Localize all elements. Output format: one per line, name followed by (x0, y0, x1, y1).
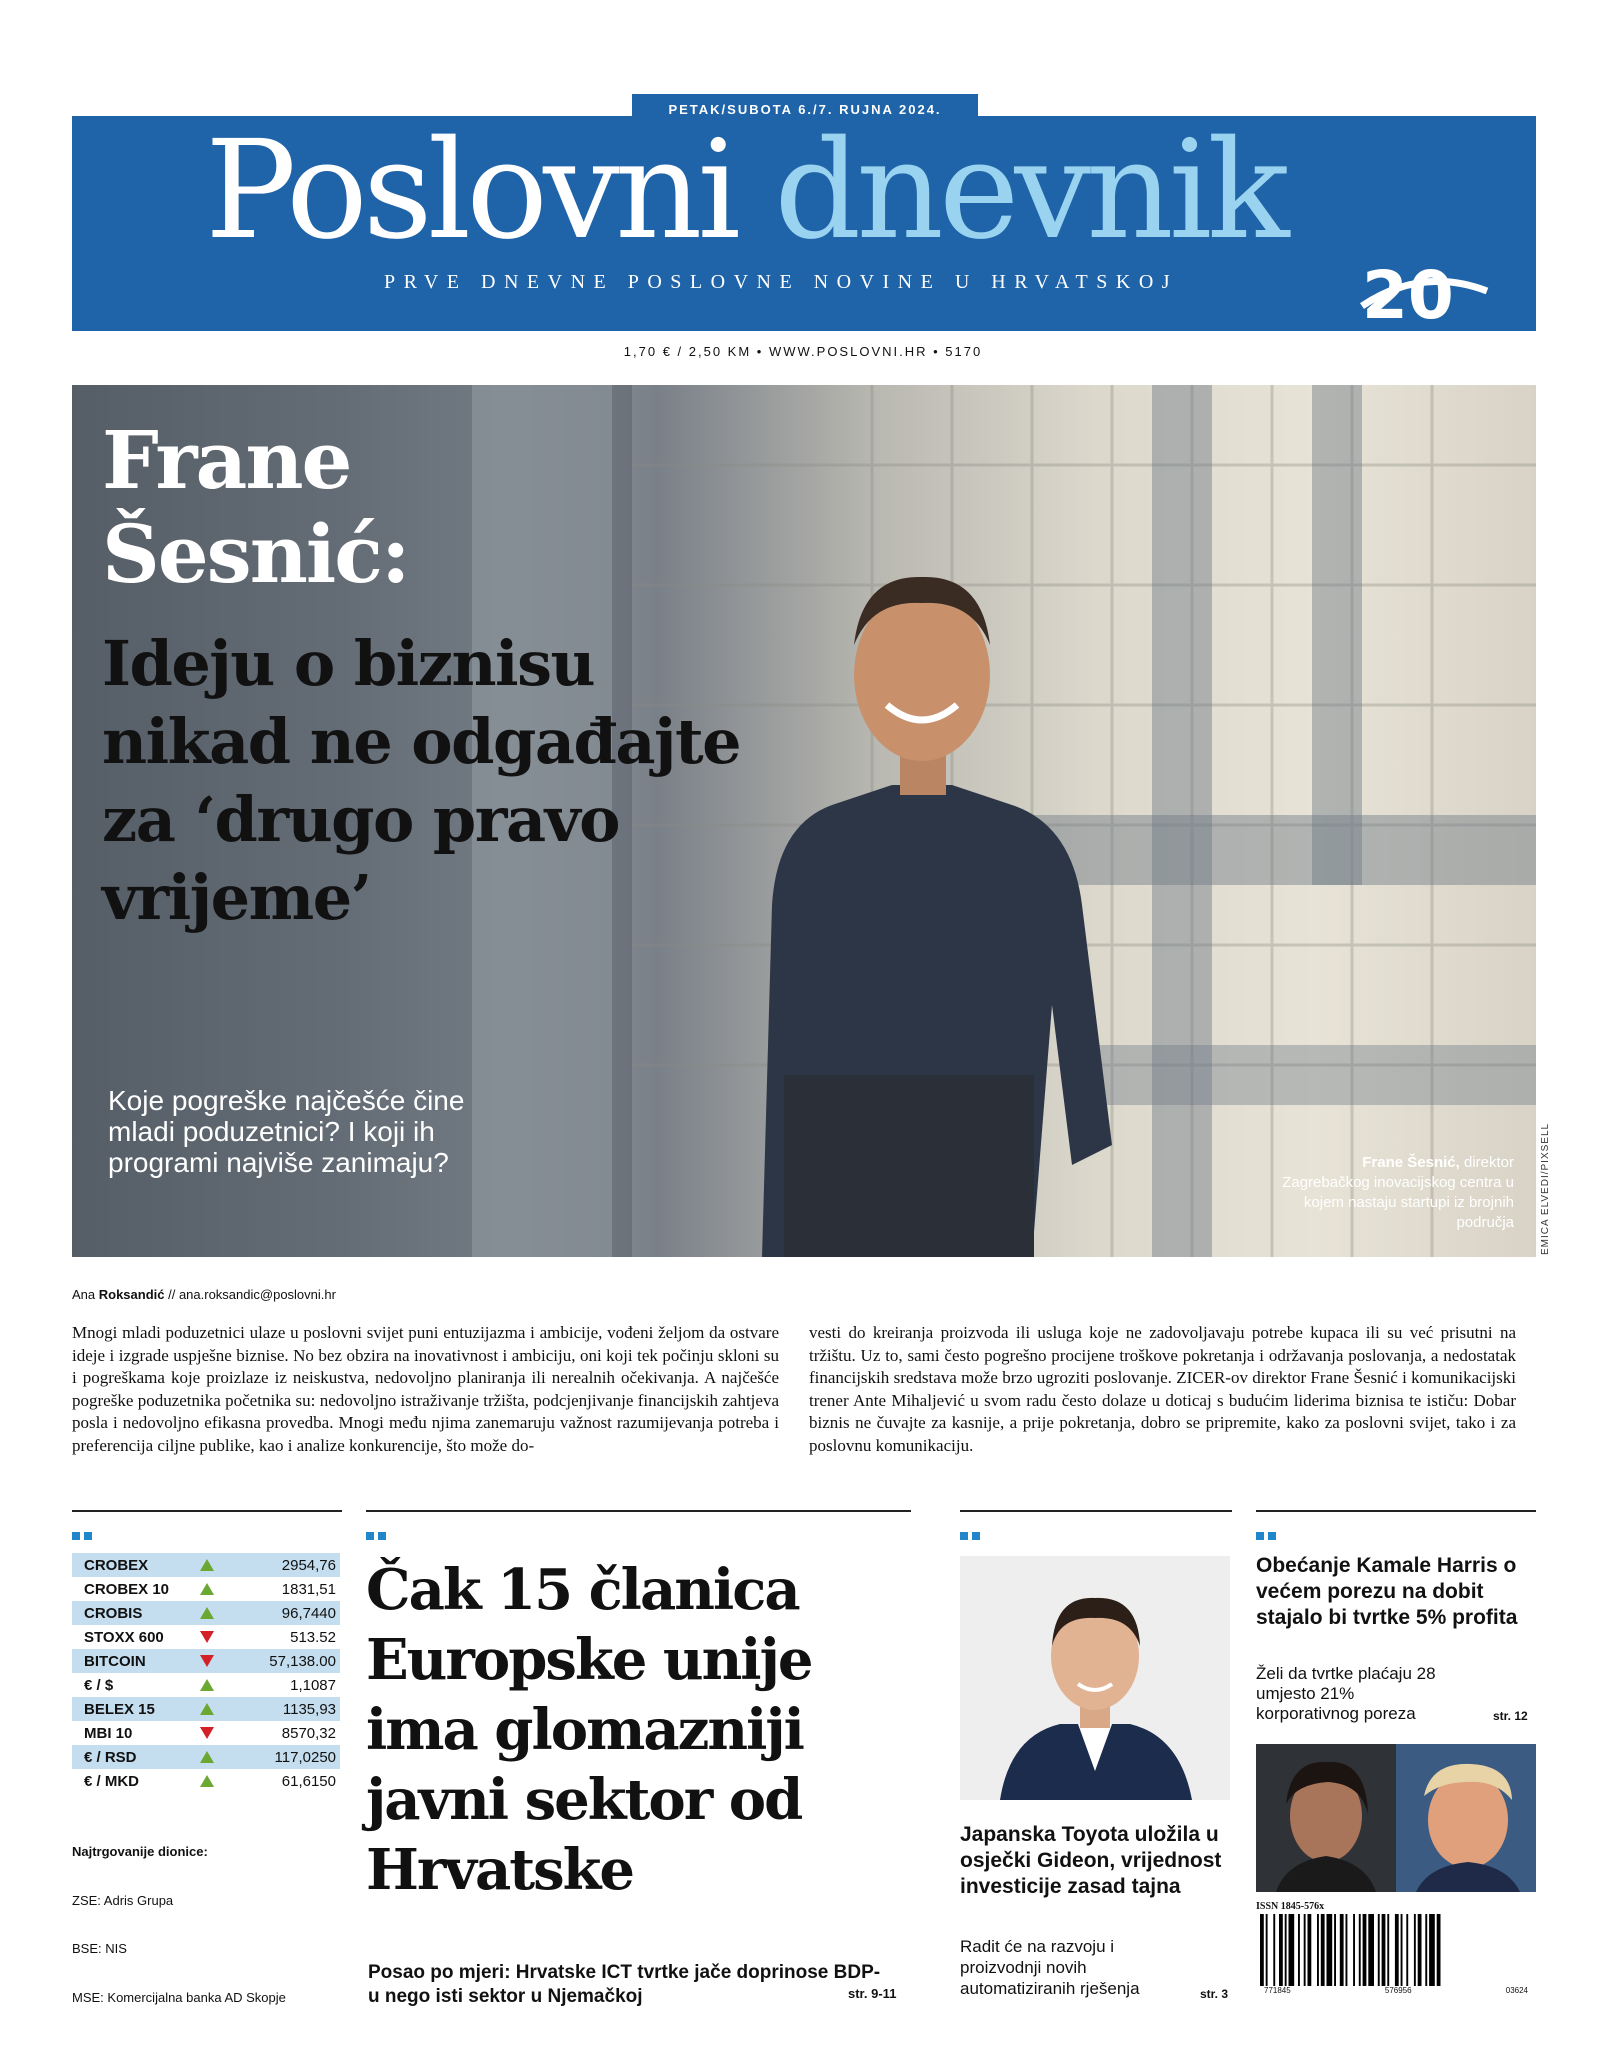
market-index-value: 8570,32 (281, 1724, 336, 1742)
trend-icon (190, 1703, 224, 1715)
barcode-bar (1382, 1914, 1386, 1986)
lead-story-subhead: Posao po mjeri: Hrvatske ICT tvrtke jače doprinose BDP-u nego isti sektor u Njemačkoj (368, 1962, 881, 2007)
column-rule (1256, 1510, 1536, 1512)
barcode-bar (1346, 1914, 1348, 1986)
barcode-bar (1363, 1914, 1367, 1986)
market-row (72, 1673, 340, 1697)
market-index-name: € / MKD (84, 1772, 140, 1790)
market-row (72, 1625, 340, 1649)
arrow-up-icon (200, 1583, 214, 1595)
barcode-bar (1353, 1914, 1355, 1986)
issn-number: ISSN 1845-576x (1256, 1901, 1325, 1912)
market-row (72, 1769, 340, 1793)
arrow-down-icon (200, 1727, 214, 1739)
caption-name: Frane Šesnić, (1362, 1154, 1460, 1171)
market-index-name: CROBEX 10 (84, 1580, 170, 1598)
arrow-up-icon (200, 1607, 214, 1619)
section-bullet-icon (84, 1532, 92, 1540)
barcode-digits-right: 03624 (1505, 1986, 1528, 1995)
arrow-up-icon (200, 1679, 214, 1691)
arrow-up-icon (200, 1775, 214, 1787)
barcode-bar (1425, 1914, 1427, 1986)
harris-story-page-ref: str. 12 (1493, 1709, 1528, 1723)
barcode-bar (1308, 1914, 1312, 1986)
barcode-bar (1279, 1914, 1283, 1986)
market-index-value: 96,7440 (281, 1604, 336, 1622)
barcode-bar (1273, 1914, 1275, 1986)
author-email: // ana.roksandic@poslovni.hr (164, 1287, 336, 1302)
lead-story-page-ref: str. 9-11 (848, 1986, 897, 2001)
arrow-up-icon (200, 1559, 214, 1571)
newspaper-logo (205, 110, 1285, 273)
barcode-bar (1340, 1914, 1344, 1986)
hero-headline: Ideju o biznisu nikad ne odgađajte za ‘drugo pravo vrijeme’ (102, 627, 741, 934)
trend-icon (190, 1655, 224, 1667)
arrow-up-icon (200, 1703, 214, 1715)
trend-icon (190, 1559, 224, 1571)
barcode-bar (1260, 1914, 1264, 1986)
market-index-value: 1831,51 (281, 1580, 336, 1598)
market-index-name: CROBIS (84, 1604, 143, 1622)
cover-story-hero (72, 385, 1536, 1257)
trend-icon (190, 1583, 224, 1595)
arrow-up-icon (200, 1751, 214, 1763)
section-bullet-icon (972, 1532, 980, 1540)
byline (72, 1287, 336, 1302)
barcode-bar (1418, 1914, 1422, 1986)
barcode-bar (1437, 1914, 1441, 1986)
hero-name-line2: Šesnić: (102, 507, 409, 601)
market-index-name: MBI 10 (84, 1724, 133, 1742)
market-index-name: BELEX 15 (84, 1700, 155, 1718)
market-index-value: 2954,76 (281, 1556, 336, 1574)
toyota-story-page-ref: str. 3 (1200, 1987, 1229, 2001)
market-index-name: BITCOIN (84, 1652, 146, 1670)
section-bullet-icon (1256, 1532, 1264, 1540)
barcode-digits-left: 771845 (1264, 1986, 1291, 1995)
trend-icon (190, 1751, 224, 1763)
toyota-story-photo (960, 1556, 1230, 1800)
anniversary-20-badge (1352, 236, 1492, 331)
article-body (72, 1322, 1517, 1457)
svg-text:20: 20 (1362, 257, 1454, 331)
section-bullet-icon (366, 1532, 374, 1540)
trend-icon (190, 1631, 224, 1643)
market-row (72, 1649, 340, 1673)
section-bullet-icon (1268, 1532, 1276, 1540)
hero-name-line1: Frane (102, 413, 351, 507)
market-row (72, 1553, 340, 1577)
barcode-bar (1334, 1914, 1336, 1986)
barcode-bar (1304, 1914, 1306, 1986)
barcode-bar (1414, 1914, 1416, 1986)
barcode-image (1256, 1914, 1536, 1986)
barcode-bar (1317, 1914, 1319, 1986)
two-portraits-photo (1256, 1744, 1536, 1892)
barcode-bar (1266, 1914, 1268, 1986)
market-index-value: 513.52 (290, 1628, 336, 1646)
market-row (72, 1697, 340, 1721)
issue-date: PETAK/SUBOTA 6./7. RUJNA 2024. (630, 92, 980, 124)
barcode-bar (1395, 1914, 1399, 1986)
section-bullet-icon (378, 1532, 386, 1540)
barcode-bar (1401, 1914, 1403, 1986)
market-index-value: 1,1087 (290, 1676, 336, 1694)
barcode-bar (1429, 1914, 1435, 1986)
market-index-value: 57,138.00 (269, 1652, 336, 1670)
most-traded-bse: BSE: NIS (72, 1941, 127, 1956)
column-rule (72, 1510, 342, 1512)
barcode-bar (1285, 1914, 1287, 1986)
barcode-bar (1387, 1914, 1389, 1986)
barcode-bar (1359, 1914, 1361, 1986)
hero-name (102, 413, 409, 601)
market-index-value: 117,0250 (274, 1748, 336, 1766)
column-rule (366, 1510, 911, 1512)
logo-word-dnevnik: dnevnik (774, 112, 1285, 270)
photo-caption (1274, 1153, 1514, 1233)
section-bullet-icon (960, 1532, 968, 1540)
column-rule (960, 1510, 1232, 1512)
barcode-bar (1406, 1914, 1408, 1986)
price-web-issue-line: 1,70 € / 2,50 KM • WWW.POSLOVNI.HR • 5170 (623, 344, 983, 359)
article-column-2: vesti do kreiranja proizvoda ili usluga koje ne zadovoljavaju potrebe kupaca ili su već prisutni na tržištu. Uz to, sami često pogrešno procijene troškove pokretanja i održavanja poslovanja, a nedostatak financijskih sredstava može brzo ugroziti poslovanje. ZICER-ov direktor Frane Šesnić i komunikacijski trener Ante Mihaljević u svom radu često dolaze u doticaj s budućim liderima biznisa te ističu: Dobar biznis ne čuvajte za kasnije, a prije pokretanja, dobro se pripremite, kako za poslovni svijet, tako i za poslovnu komunikaciju. (809, 1323, 1516, 1455)
market-index-name: CROBEX (84, 1556, 149, 1574)
caption-text: direktor Zagrebačkog inovacijskog centra u kojem nastaju startupi iz brojnih područja (1282, 1154, 1514, 1231)
trend-icon (190, 1727, 224, 1739)
trend-icon (190, 1775, 224, 1787)
author-first: Ana (72, 1287, 99, 1302)
arrow-down-icon (200, 1655, 214, 1667)
toyota-story-headline: Japanska Toyota uložila u osječki Gideon, vrijednost investicije zasad tajna (960, 1823, 1222, 1898)
market-index-value: 61,6150 (281, 1772, 336, 1790)
harris-story-subhead: Želi da tvrtke plaćaju 28 umjesto 21% korporativnog poreza (1256, 1664, 1436, 1723)
barcode-digits (1256, 1986, 1536, 1995)
market-index-name: € / RSD (84, 1748, 137, 1766)
man-portrait-photo (960, 1556, 1230, 1800)
harris-trump-photo (1256, 1744, 1536, 1892)
barcode-bar (1289, 1914, 1295, 1986)
author-last: Roksandić (98, 1287, 165, 1302)
arrow-down-icon (200, 1631, 214, 1643)
market-table (72, 1553, 340, 1793)
article-column-1: Mnogi mladi poduzetnici ulaze u poslovni svijet puni entuzijazma i ambicije, vođeni željom da ostvare ideje i izgrade uspješne biznise. No bez obzira na inovativnost i ambiciju, oni koji tek počinju skloni su i pogreškama koje proizlaze iz neiskustva, nedovoljno planiranja ili nerealnih očekivanja. A najčešće pogreške poduzetnika početnika su: nedovoljno istraživanje tržišta, podcjenjivanje financijskih zahtjeva posla i nedovoljno efikasna provedba. Mnogi među njima zanemaruju važnost razumijevanja potreba i preferencija ciljne publike, kao i analize konkurencije, što može do- (72, 1323, 779, 1455)
barcode-bar (1378, 1914, 1380, 1986)
barcode-bar (1298, 1914, 1300, 1986)
market-row (72, 1745, 340, 1769)
section-bullet-icon (72, 1532, 80, 1540)
market-row (72, 1577, 340, 1601)
masthead (72, 112, 1536, 331)
barcode-bar (1321, 1914, 1325, 1986)
trend-icon (190, 1607, 224, 1619)
market-index-name: € / $ (84, 1676, 114, 1694)
photo-credit: EMICA ELVEDI/PIXSELL (1540, 1122, 1551, 1255)
market-index-name: STOXX 600 (84, 1628, 164, 1646)
masthead-tagline: PRVE DNEVNE POSLOVNE NOVINE U HRVATSKOJ (384, 271, 1179, 293)
most-traded-mse: MSE: Komercijalna banka AD Skopje (72, 1990, 286, 2005)
toyota-story-subhead: Radit će na razvoju i proizvodnji novih automatiziranih rješenja (960, 1937, 1140, 1998)
barcode-bar (1368, 1914, 1374, 1986)
most-traded-zse: ZSE: Adris Grupa (72, 1893, 174, 1908)
market-row (72, 1601, 340, 1625)
lead-story-headline: Čak 15 članica Europske unije ima glomazniji javni sektor od Hrvatske (366, 1557, 812, 1903)
harris-story-headline: Obećanje Kamale Harris o većem porezu na dobit stajalo bi tvrtke 5% profita (1256, 1554, 1518, 1629)
market-index-value: 1135,93 (282, 1700, 336, 1718)
barcode-digits-mid: 576956 (1384, 1986, 1412, 1995)
trend-icon (190, 1679, 224, 1691)
most-traded-label: Najtrgovanije dionice: (72, 1844, 208, 1859)
logo-word-poslovni: Poslovni (205, 112, 736, 270)
hero-subhead: Koje pogreške najčešće čine mladi poduzetnici? I koji ih programi najviše zanimaju? (108, 1085, 465, 1178)
barcode-bar (1327, 1914, 1333, 1986)
market-row (72, 1721, 340, 1745)
